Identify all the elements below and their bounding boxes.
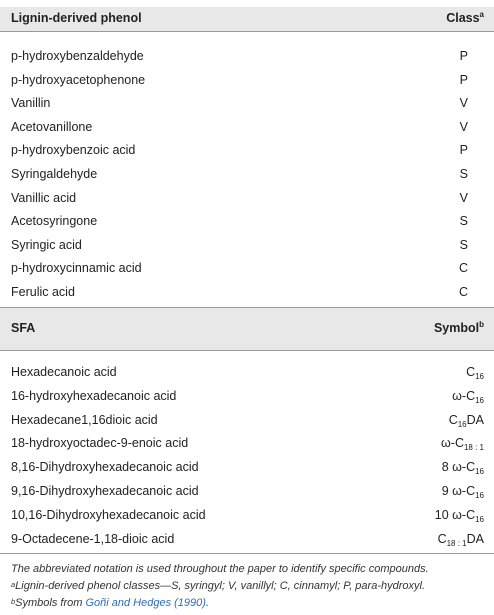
compound-name: Hexadecanoic acid	[11, 365, 117, 379]
compound-name: p-hydroxyacetophenone	[11, 72, 146, 87]
compound-class: S	[459, 167, 468, 181]
compound-class: V	[459, 119, 468, 134]
compound-name: 9,16-Dihydroxyhexadecanoic acid	[11, 484, 199, 498]
lignin-header-row	[0, 7, 494, 31]
table-row	[0, 45, 494, 69]
compound-symbol: $\omega-C_{18 : 1}$	[441, 436, 484, 453]
compound-name: 8,16-Dihydroxyhexadecanoic acid	[11, 460, 199, 475]
table-row	[0, 69, 494, 93]
compound-symbol: 10 $\omega-C_{16}$	[434, 507, 484, 524]
table-row	[0, 163, 494, 187]
compound-symbol: 8 $\omega-C_{16}$	[441, 460, 484, 477]
compound-name: Acetovanillone	[11, 119, 93, 134]
table-row	[0, 210, 494, 234]
table-row	[0, 234, 494, 258]
footnote-general: The abbreviated notation is used throughout the paper to identify specific compounds.	[11, 563, 429, 575]
compound-name: Ferulic acid	[11, 285, 75, 299]
compound-class: S	[459, 237, 468, 252]
compound-symbol: $\omega-C_{16}$	[452, 388, 484, 405]
compound-name: 10,16-Dihydroxyhexadecanoic acid	[11, 507, 206, 522]
compound-class: P	[459, 49, 468, 63]
bottom-rule	[0, 553, 494, 554]
table-row	[0, 116, 494, 140]
compound-class: V	[459, 190, 468, 205]
symbol-header: Symbol$^b$	[433, 320, 484, 335]
lignin-header-label: Lignin-derived phenol	[11, 11, 142, 25]
compound-symbol: $C_{16}DA$	[448, 412, 484, 429]
compound-name: Acetosyringone	[11, 214, 98, 229]
table-row	[0, 456, 494, 480]
table-row	[0, 409, 494, 433]
compound-name: Vanillic acid	[11, 190, 77, 205]
compound-name: 16-hydroxyhexadecanoic acid	[11, 388, 177, 403]
compound-name: Syringic acid	[11, 237, 82, 252]
compound-name: p-hydroxycinnamic acid	[11, 261, 142, 276]
footnotes	[11, 561, 491, 612]
compound-symbol: 9 $\omega-C_{16}$	[441, 484, 484, 500]
compound-name: 9-Octadecene-1,18-dioic acid	[11, 531, 175, 546]
class-header: Class$^a$	[446, 10, 484, 25]
sfa-header-row	[0, 308, 494, 350]
table-row	[0, 361, 494, 385]
compound-class: V	[459, 96, 468, 111]
table-row	[0, 187, 494, 211]
compound-name: p-hydroxybenzaldehyde	[11, 49, 144, 63]
compound-name: Hexadecane1,16dioic acid	[11, 412, 158, 427]
table-row	[0, 92, 494, 116]
sfa-header-rule	[0, 350, 494, 351]
compound-class: P	[459, 72, 468, 87]
sfa-header-label: SFA	[11, 321, 36, 335]
table-row	[0, 385, 494, 409]
header-rule	[0, 31, 494, 32]
table-row	[0, 281, 494, 305]
compound-class: C	[458, 285, 468, 299]
table-row	[0, 528, 494, 552]
compound-name: 18-hydroxyoctadec-9-enoic acid	[11, 436, 189, 451]
compound-class: C	[458, 261, 468, 276]
table-row	[0, 432, 494, 456]
table-row	[0, 257, 494, 281]
footnote-b: $^b$Symbols from Goñi and Hedges (1990).	[11, 597, 209, 609]
compound-class: S	[459, 214, 468, 229]
table-row	[0, 504, 494, 528]
compound-name: Vanillin	[11, 96, 51, 111]
compound-class: P	[459, 143, 468, 158]
table-row	[0, 139, 494, 163]
footnote-a: $^a$Lignin-derived phenol classes—S, syringyl; V, vanillyl; C, cinnamyl; P, para-hydroxyl.	[11, 580, 425, 592]
compound-name: p-hydroxybenzoic acid	[11, 143, 136, 158]
compound-symbol: $C_{18 : 1}DA$	[437, 531, 484, 548]
reference-link[interactable]: Goñi and Hedges (1990)	[85, 597, 206, 609]
compound-name: Syringaldehyde	[11, 167, 98, 181]
table-row	[0, 480, 494, 504]
compound-symbol: $C_{16}$	[466, 365, 484, 381]
